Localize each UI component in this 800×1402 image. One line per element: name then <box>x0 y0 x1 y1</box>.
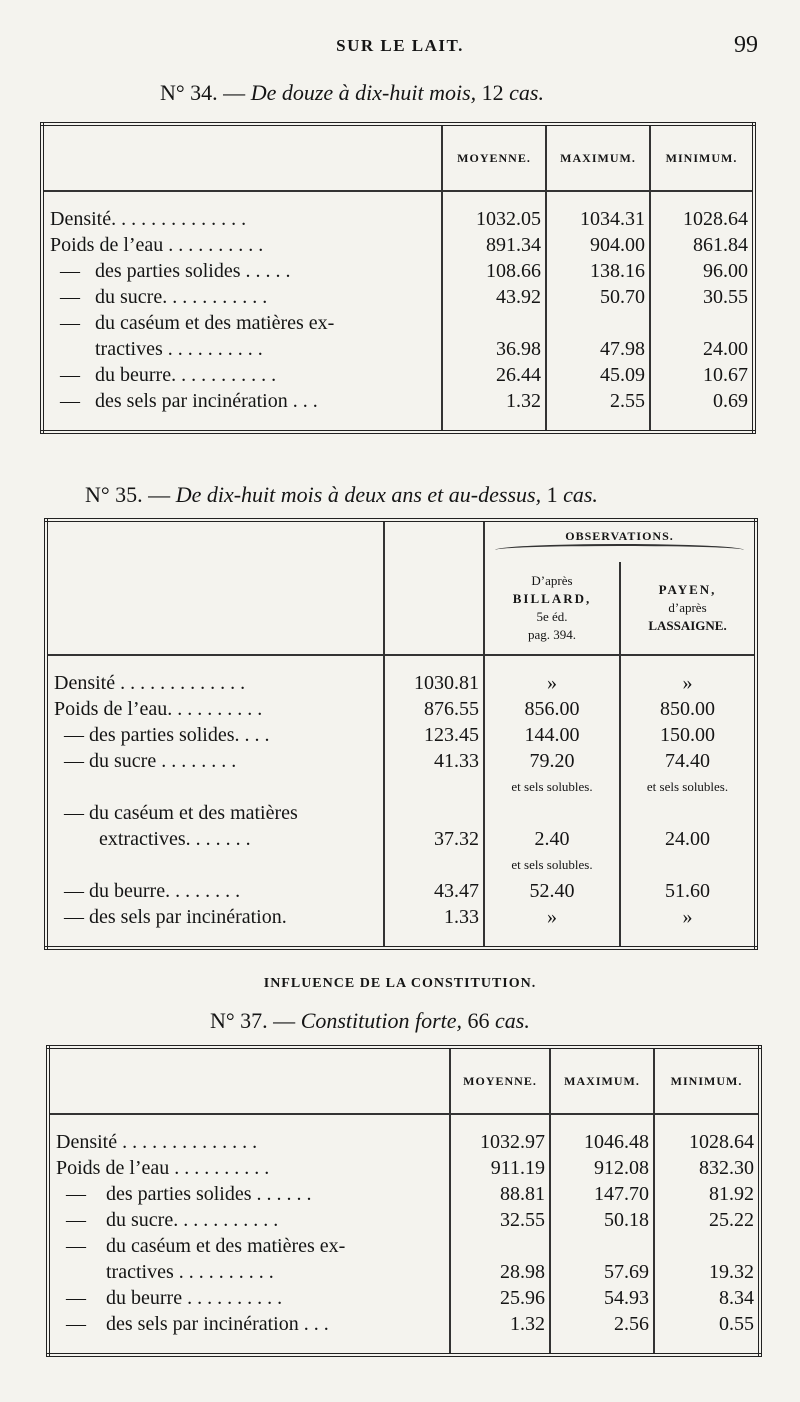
table-34-label-header <box>42 124 442 191</box>
table-row <box>46 722 756 748</box>
section-37-number: N° 37. — <box>210 1008 301 1033</box>
row-label: Densité . . . . . . . . . . . . . . <box>56 1130 258 1153</box>
table-row <box>46 852 756 878</box>
cell-maximum: 147.70 <box>550 1181 654 1207</box>
table-row <box>48 1181 760 1207</box>
cell-value: 123.45 <box>384 722 484 748</box>
cell-billard: 856.00 <box>484 696 620 722</box>
row-label <box>46 774 384 800</box>
table-34 <box>40 122 756 434</box>
cell-minimum: 0.55 <box>654 1311 760 1355</box>
cell-value: 37.32 <box>384 826 484 852</box>
cell-minimum <box>650 310 754 336</box>
cell-billard-note: et sels solubles. <box>484 774 620 800</box>
row-label: — des parties solides . . . . . . <box>56 1182 312 1205</box>
row-label: — du caséum et des matières ex- <box>56 1234 346 1257</box>
billard-line-2: BILLARD, <box>512 591 592 606</box>
table-37 <box>46 1045 762 1357</box>
cell-value: 1030.81 <box>384 655 484 696</box>
cell-billard: » <box>484 904 620 948</box>
table-row <box>46 904 756 948</box>
cell-value: 43.47 <box>384 878 484 904</box>
row-label: — du sucre . . . . . . . . <box>54 749 237 772</box>
table-row <box>42 232 754 258</box>
cell-billard: 79.20 <box>484 748 620 774</box>
section-34-number: N° 34. — <box>160 80 251 105</box>
table-row <box>48 1259 760 1285</box>
cell-billard <box>484 800 620 826</box>
table-row <box>42 336 754 362</box>
cell-minimum: 1028.64 <box>654 1114 760 1155</box>
section-35-unit: cas. <box>563 482 598 507</box>
section-35-count: 1 <box>541 482 564 507</box>
cell-moyenne: 36.98 <box>442 336 546 362</box>
cell-minimum: 30.55 <box>650 284 754 310</box>
brace-line <box>495 544 744 556</box>
cell-maximum: 2.56 <box>550 1311 654 1355</box>
section-37-count: 66 <box>462 1008 496 1033</box>
row-label <box>46 852 384 878</box>
row-label: — des parties solides. . . . <box>54 723 270 746</box>
cell-payen: » <box>620 655 756 696</box>
cell-value <box>384 852 484 878</box>
col-header-minimum: MINIMUM. <box>654 1047 760 1114</box>
row-label: — du sucre. . . . . . . . . . . <box>50 285 268 308</box>
section-35-title <box>85 482 598 508</box>
row-label: — du beurre. . . . . . . . . . . <box>50 363 277 386</box>
section-35-heading: De dix-huit mois à deux ans et au-dessus, <box>175 482 542 507</box>
table-row <box>48 1285 760 1311</box>
cell-maximum: 50.70 <box>546 284 650 310</box>
billard-line-1: D’après <box>531 573 573 588</box>
row-label: Poids de l’eau. . . . . . . . . . <box>54 697 263 720</box>
influence-heading: INFLUENCE DE LA CONSTITUTION. <box>263 976 537 991</box>
page-number: 99 <box>734 32 758 58</box>
cell-value: 41.33 <box>384 748 484 774</box>
observations-label: OBSERVATIONS. <box>565 528 674 543</box>
billard-line-3: 5e éd. <box>536 609 568 624</box>
cell-moyenne: 88.81 <box>450 1181 550 1207</box>
table-row <box>42 362 754 388</box>
cell-payen <box>620 800 756 826</box>
cell-minimum: 25.22 <box>654 1207 760 1233</box>
section-35-number: N° 35. — <box>85 482 176 507</box>
cell-billard: 2.40 <box>484 826 620 852</box>
row-label: — du beurre . . . . . . . . . . <box>56 1286 283 1309</box>
section-37-unit: cas. <box>495 1008 530 1033</box>
cell-minimum: 19.32 <box>654 1259 760 1285</box>
table-row <box>46 878 756 904</box>
cell-maximum: 138.16 <box>546 258 650 284</box>
cell-maximum: 2.55 <box>546 388 650 432</box>
cell-moyenne: 891.34 <box>442 232 546 258</box>
payen-line-1: PAYEN, <box>658 582 717 597</box>
col-header-moyenne: MOYENNE. <box>442 124 546 191</box>
table-35-obs-header-row <box>46 520 756 562</box>
row-label: Poids de l’eau . . . . . . . . . . <box>50 233 264 256</box>
section-37-title <box>210 1008 530 1034</box>
cell-billard-note: et sels solubles. <box>484 852 620 878</box>
cell-minimum: 96.00 <box>650 258 754 284</box>
col-header-moyenne: MOYENNE. <box>450 1047 550 1114</box>
table-35-label-header <box>46 520 384 655</box>
row-label: Densité. . . . . . . . . . . . . . <box>50 207 247 230</box>
table-row <box>42 310 754 336</box>
cell-minimum: 832.30 <box>654 1155 760 1181</box>
row-label: — des sels par incinération . . . <box>56 1312 329 1335</box>
cell-minimum: 861.84 <box>650 232 754 258</box>
row-label: extractives. . . . . . . <box>54 827 251 850</box>
row-label: Poids de l’eau . . . . . . . . . . <box>56 1156 270 1179</box>
cell-moyenne: 26.44 <box>442 362 546 388</box>
cell-value: 876.55 <box>384 696 484 722</box>
cell-payen: 850.00 <box>620 696 756 722</box>
cell-minimum: 81.92 <box>654 1181 760 1207</box>
row-label: — du beurre. . . . . . . . <box>54 879 241 902</box>
cell-moyenne <box>450 1233 550 1259</box>
table-row <box>46 774 756 800</box>
cell-maximum: 47.98 <box>546 336 650 362</box>
row-label: — du caséum et des matières <box>54 801 298 824</box>
table-row <box>48 1114 760 1155</box>
section-37-heading: Constitution forte, <box>300 1008 463 1033</box>
billard-line-4: pag. 394. <box>527 627 577 642</box>
row-label: — du caséum et des matières ex- <box>50 311 335 334</box>
row-label: — des sels par incinération . . . <box>50 389 318 412</box>
cell-moyenne: 911.19 <box>450 1155 550 1181</box>
table-row <box>42 258 754 284</box>
table-row <box>46 655 756 696</box>
cell-moyenne: 1.32 <box>442 388 546 432</box>
table-35-value-header <box>384 520 484 655</box>
running-head: SUR LE LAIT. <box>336 36 464 55</box>
payen-line-3: LASSAIGNE. <box>648 618 727 633</box>
cell-maximum: 54.93 <box>550 1285 654 1311</box>
row-label: Densité . . . . . . . . . . . . . <box>54 671 246 694</box>
cell-moyenne: 25.96 <box>450 1285 550 1311</box>
cell-maximum: 45.09 <box>546 362 650 388</box>
section-34-heading: De douze à dix-huit mois, <box>250 80 477 105</box>
cell-value: 1.33 <box>384 904 484 948</box>
cell-billard: 52.40 <box>484 878 620 904</box>
cell-maximum: 50.18 <box>550 1207 654 1233</box>
table-35 <box>44 518 758 950</box>
cell-minimum: 24.00 <box>650 336 754 362</box>
cell-maximum: 904.00 <box>546 232 650 258</box>
cell-moyenne: 108.66 <box>442 258 546 284</box>
table-34-header-row <box>42 124 754 191</box>
cell-maximum <box>546 310 650 336</box>
table-row <box>42 388 754 432</box>
cell-maximum: 1046.48 <box>550 1114 654 1155</box>
row-label: — des sels par incinération. <box>54 905 287 928</box>
table-row <box>46 826 756 852</box>
table-row <box>42 284 754 310</box>
table-row <box>46 748 756 774</box>
row-label: — du sucre. . . . . . . . . . . <box>56 1208 279 1231</box>
cell-billard: 144.00 <box>484 722 620 748</box>
section-34-unit: cas. <box>509 80 544 105</box>
col-header-payen <box>620 562 756 655</box>
table-row <box>48 1311 760 1355</box>
cell-minimum <box>654 1233 760 1259</box>
cell-moyenne <box>442 310 546 336</box>
observations-header <box>484 520 756 562</box>
cell-payen: 51.60 <box>620 878 756 904</box>
table-37-label-header <box>48 1047 450 1114</box>
table-row <box>48 1155 760 1181</box>
cell-maximum: 57.69 <box>550 1259 654 1285</box>
row-label: — des parties solides . . . . . <box>50 259 291 282</box>
row-label: tractives . . . . . . . . . . <box>50 337 263 360</box>
table-row <box>46 800 756 826</box>
cell-maximum: 1034.31 <box>546 191 650 232</box>
cell-value <box>384 800 484 826</box>
cell-moyenne: 1.32 <box>450 1311 550 1355</box>
cell-minimum: 1028.64 <box>650 191 754 232</box>
col-header-minimum: MINIMUM. <box>650 124 754 191</box>
cell-minimum: 8.34 <box>654 1285 760 1311</box>
col-header-maximum: MAXIMUM. <box>546 124 650 191</box>
payen-line-2: d’après <box>668 600 707 615</box>
cell-moyenne: 43.92 <box>442 284 546 310</box>
table-row <box>48 1233 760 1259</box>
section-34-title <box>160 80 544 106</box>
cell-payen-note <box>620 852 756 878</box>
cell-payen-note: et sels solubles. <box>620 774 756 800</box>
cell-moyenne: 1032.97 <box>450 1114 550 1155</box>
col-header-billard <box>484 562 620 655</box>
table-37-header-row <box>48 1047 760 1114</box>
cell-payen: 24.00 <box>620 826 756 852</box>
table-row <box>46 696 756 722</box>
cell-minimum: 10.67 <box>650 362 754 388</box>
cell-value <box>384 774 484 800</box>
section-34-count: 12 <box>476 80 510 105</box>
row-label: tractives . . . . . . . . . . <box>56 1260 274 1283</box>
cell-moyenne: 32.55 <box>450 1207 550 1233</box>
table-row <box>42 191 754 232</box>
cell-payen: 150.00 <box>620 722 756 748</box>
cell-billard: » <box>484 655 620 696</box>
table-row <box>48 1207 760 1233</box>
cell-payen: 74.40 <box>620 748 756 774</box>
col-header-maximum: MAXIMUM. <box>550 1047 654 1114</box>
cell-maximum <box>550 1233 654 1259</box>
cell-moyenne: 28.98 <box>450 1259 550 1285</box>
cell-moyenne: 1032.05 <box>442 191 546 232</box>
cell-minimum: 0.69 <box>650 388 754 432</box>
cell-payen: » <box>620 904 756 948</box>
cell-maximum: 912.08 <box>550 1155 654 1181</box>
